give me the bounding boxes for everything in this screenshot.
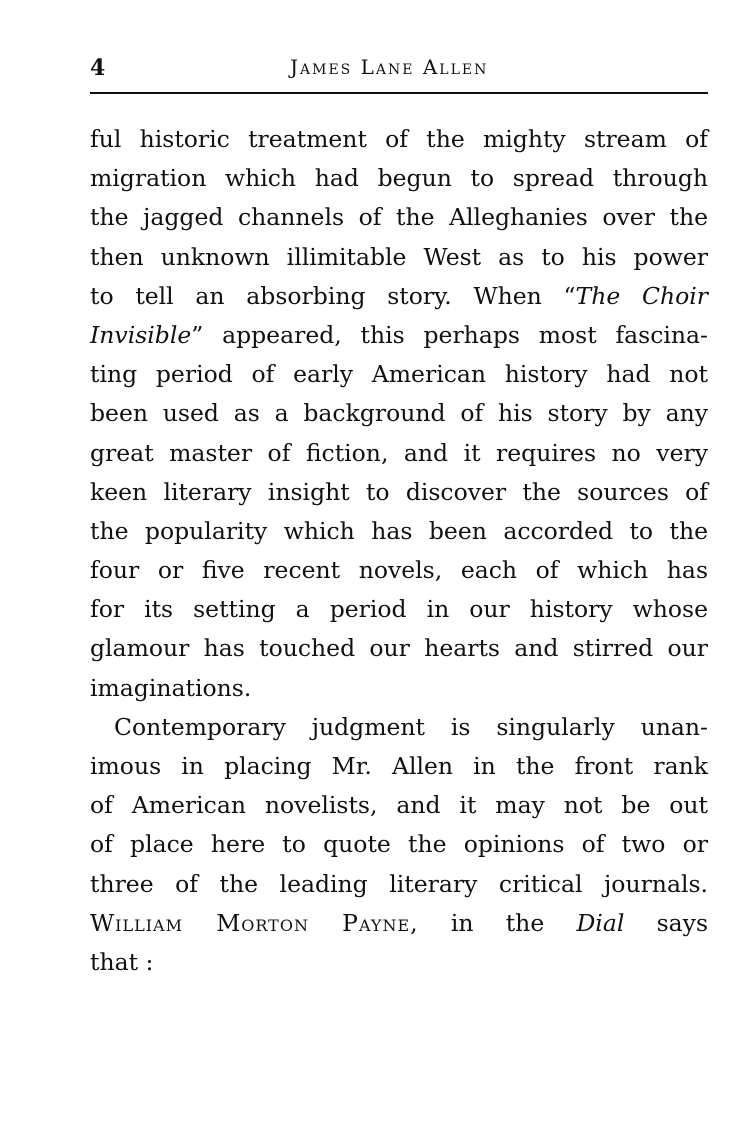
text-span: to tell an absorbing story. When “ xyxy=(90,281,576,310)
book-title: Invisible xyxy=(90,320,192,349)
book-title: The Choir xyxy=(575,281,708,310)
critic-name: William Morton Payne, xyxy=(90,908,419,937)
text-span: ” appeared, this perhaps most fascina- xyxy=(191,320,708,349)
text-line: glamour has touched our hearts and stirred our xyxy=(90,634,708,663)
text-line: the jagged channels of the Alleghanies over the xyxy=(90,203,708,232)
text-line: migration which had begun to spread through xyxy=(90,164,708,193)
running-head: James Lane Allen xyxy=(290,55,489,79)
text-line: been used as a background of his story by any xyxy=(90,399,708,428)
text-line: imous in placing Mr. Allen in the front rank xyxy=(90,752,708,780)
text-line: then unknown illimitable West as to his power xyxy=(90,242,708,271)
page-header xyxy=(90,50,708,90)
text-line: Contemporary judgment is singularly unan- xyxy=(114,712,708,741)
text-span: in the xyxy=(418,908,577,937)
text-line xyxy=(90,277,708,316)
text-line: keen literary insight to discover the sources of xyxy=(90,477,708,506)
text-line: four or five recent novels, each of which has xyxy=(90,556,708,585)
text-line: ful historic treatment of the mighty stream of xyxy=(90,125,708,153)
journal-title: Dial xyxy=(576,908,625,937)
text-line: imaginations. xyxy=(90,673,252,702)
text-line: for its setting a period in our history whose xyxy=(90,595,708,624)
header-rule xyxy=(90,92,708,94)
text-line: three of the leading literary critical journals. xyxy=(90,869,708,898)
text-line: ting period of early American history had not xyxy=(90,360,708,389)
text-line xyxy=(90,316,708,355)
page-number: 4 xyxy=(90,55,106,81)
text-span: says xyxy=(624,908,708,937)
text-line: that : xyxy=(90,947,154,976)
text-line xyxy=(90,904,708,943)
text-line: great master of fiction, and it requires no very xyxy=(90,438,708,467)
text-line: of American novelists, and it may not be out xyxy=(90,791,708,820)
text-line: of place here to quote the opinions of two or xyxy=(90,830,708,859)
text-line: the popularity which has been accorded to the xyxy=(90,516,708,545)
body-text xyxy=(90,120,708,982)
